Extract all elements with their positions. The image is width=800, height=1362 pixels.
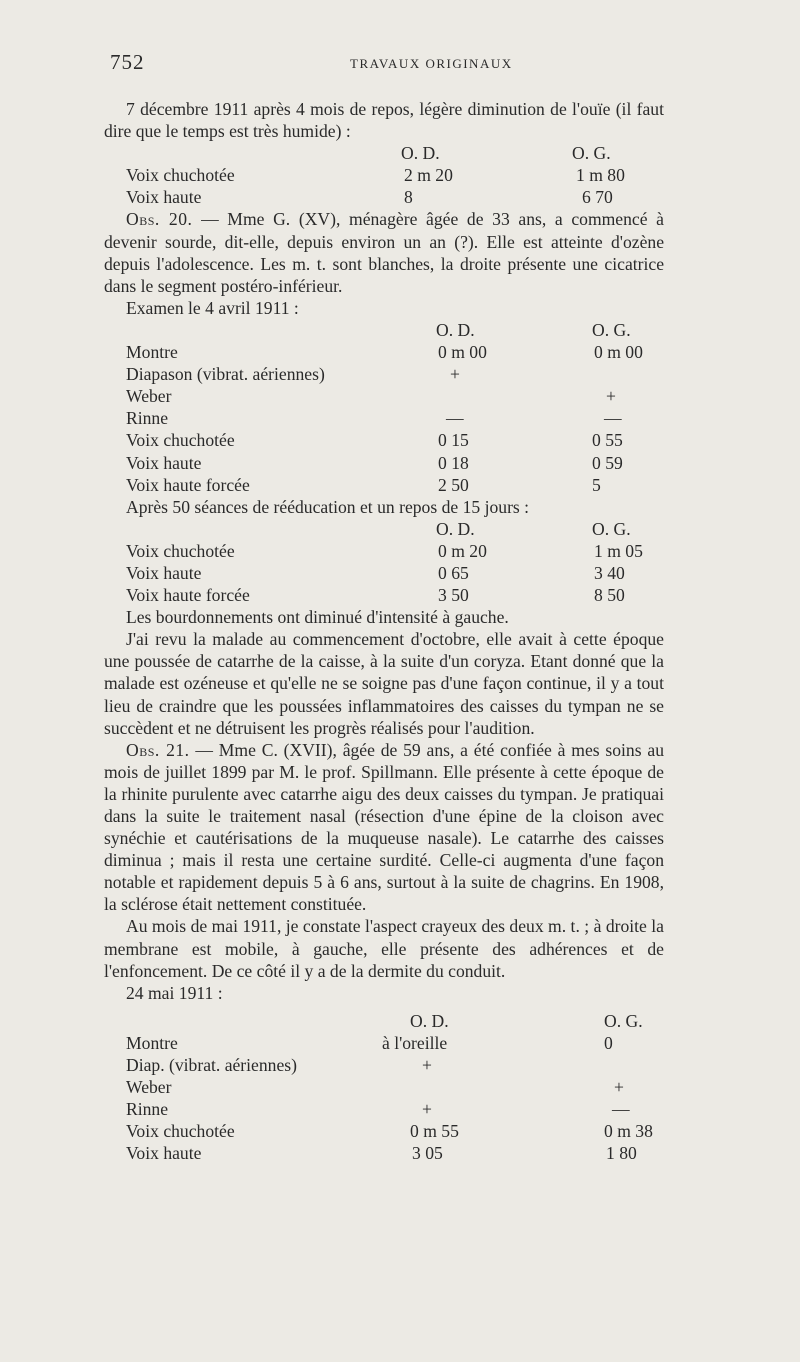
row-label: Voix haute: [126, 187, 202, 208]
cell-og: —: [612, 1099, 630, 1120]
row-label: Diapason (vibrat. aériennes): [126, 364, 325, 385]
running-head: TRAVAUX ORIGINAUX: [350, 56, 513, 71]
table-header: [104, 319, 664, 341]
table-row: [104, 474, 664, 496]
row-label: Rinne: [126, 1099, 169, 1120]
cell-od: 2 m 20: [404, 165, 453, 186]
row-label: Weber: [126, 1077, 172, 1098]
row-label: Voix haute: [126, 562, 202, 583]
table-header: [104, 142, 664, 164]
observation-20: [104, 208, 664, 296]
cell-od: +: [422, 1055, 432, 1076]
cell-od: 0 m 55: [410, 1121, 459, 1142]
cell-od: 0 15: [438, 430, 469, 451]
cell-og: 0 m 38: [604, 1121, 653, 1142]
cell-od: 3 05: [412, 1143, 443, 1164]
row-label: Voix chuchotée: [126, 1121, 235, 1142]
cell-od: 0 18: [438, 452, 469, 473]
table-row: [104, 540, 664, 562]
cell-og: —: [604, 408, 622, 429]
hearing-table-3: [104, 518, 664, 606]
paragraph-apres: Après 50 séances de rééducation et un repos de 15 jours :: [126, 496, 530, 517]
cell-og: 1 m 05: [594, 540, 643, 561]
col-od: O. D.: [410, 1010, 449, 1031]
cell-og: 0 55: [592, 430, 623, 451]
hearing-table-4: [104, 1010, 664, 1165]
hearing-table-2: [104, 319, 664, 496]
cell-od: à l'oreille: [382, 1032, 448, 1053]
col-od: O. D.: [436, 319, 475, 340]
col-og: O. G.: [604, 1010, 643, 1031]
table-row: [104, 186, 664, 208]
page-header: [110, 50, 690, 74]
col-og: O. G.: [592, 518, 631, 539]
table-row: [104, 341, 664, 363]
table-row: [104, 562, 664, 584]
table-row: [104, 1032, 664, 1054]
cell-od: +: [422, 1099, 432, 1120]
table-row: [104, 1076, 664, 1098]
row-label: Voix haute: [126, 452, 202, 473]
table-row: [104, 1120, 664, 1142]
row-label: Diap. (vibrat. aériennes): [126, 1055, 297, 1076]
cell-od: 8: [404, 187, 413, 208]
hearing-table-1: [104, 142, 664, 208]
obs-text: — Mme G. (XV), ménagère âgée de 33 ans, a commencé à devenir sourde, dit-elle, depuis environ un an (?). Elle est atteinte d'ozène depuis l'adolescence. Les m. t. sont blanches, la droite présente une cicatrice dans le segment postéro-inférieur.: [104, 209, 664, 296]
row-label: Rinne: [126, 408, 169, 429]
obs-label: Obs. 20.: [126, 209, 193, 230]
cell-od: 0 m 00: [438, 342, 487, 363]
cell-og: 0 m 00: [594, 342, 643, 363]
table-row: [104, 1054, 664, 1076]
row-label: Voix chuchotée: [126, 430, 235, 451]
col-od: O. D.: [436, 518, 475, 539]
cell-og: 1 m 80: [576, 165, 625, 186]
col-od: O. D.: [401, 143, 440, 164]
col-og: O. G.: [592, 319, 631, 340]
paragraph-bourdonnements: Les bourdonnements ont diminué d'intensité à gauche.: [126, 607, 509, 628]
cell-od: +: [450, 364, 460, 385]
table-row: [104, 452, 664, 474]
row-label: Voix haute forcée: [126, 474, 250, 495]
row-label: Voix haute forcée: [126, 585, 250, 606]
cell-od: 0 m 20: [438, 540, 487, 561]
observation-21: [104, 739, 664, 916]
table-header: [104, 518, 664, 540]
row-label: Voix chuchotée: [126, 165, 235, 186]
cell-od: 0 65: [438, 562, 469, 583]
page-body: [104, 98, 664, 1165]
row-label: Weber: [126, 386, 172, 407]
cell-og: 1 80: [606, 1143, 637, 1164]
cell-od: —: [446, 408, 464, 429]
exam-date-1: Examen le 4 avril 1911 :: [126, 297, 299, 318]
col-og: O. G.: [572, 143, 611, 164]
table-row: [104, 385, 664, 407]
paragraph-revu: J'ai revu la malade au commencement d'octobre, elle avait à cette époque une poussée de catarrhe de la caisse, à la suite d'un coryza. Etant donné que la malade est ozéneuse et qu'elle ne se soigne pas d'une façon continue, il y a tout lieu de craindre que les poussées inflammatoires des caisses du tympan ne se succèdent et ne détruisent les progrès réalisés pour l'audition.: [104, 629, 664, 738]
cell-og: 5: [592, 474, 601, 495]
obs-text: — Mme C. (XVII), âgée de 59 ans, a été confiée à mes soins au mois de juillet 1899 par M. le prof. Spillmann. Elle présente à cette époque de la rhinite purulente avec catarrhe aigu des deux caisses du tympan. Je pratiquai dans la suite le traitement nasal (résection d'une épine de la cloison avec synéchie et cautérisations de la muqueuse nasale). Le catarrhe des caisses diminua ; mais il resta une certaine surdité. Celle-ci augmenta d'une façon notable et rapidement depuis 5 à 6 ans, surtout à la suite de chagrins. En 1908, la sclérose était nettement constituée.: [104, 739, 664, 915]
page-number: 752: [110, 50, 145, 74]
row-label: Montre: [126, 342, 178, 363]
cell-og: 0 59: [592, 452, 623, 473]
cell-og: 6 70: [582, 187, 613, 208]
table-header: [104, 1010, 664, 1032]
paragraph-mai: Au mois de mai 1911, je constate l'aspect crayeux des deux m. t. ; à droite la membrane est mobile, à gauche, elle présente des adhérences et de l'enfoncement. De ce côté il y a de la dermite du conduit.: [104, 916, 664, 981]
table-row: [104, 164, 664, 186]
table-row: [104, 363, 664, 385]
obs-label: Obs. 21.: [126, 739, 190, 760]
cell-od: 3 50: [438, 585, 469, 606]
cell-og: 0: [604, 1032, 613, 1053]
table-row: [104, 1098, 664, 1120]
cell-og: +: [606, 386, 616, 407]
table-row: [104, 584, 664, 606]
row-label: Voix chuchotée: [126, 540, 235, 561]
table-row: [104, 1142, 664, 1164]
row-label: Voix haute: [126, 1143, 202, 1164]
table-row: [104, 407, 664, 429]
exam-date-2: 24 mai 1911 :: [126, 982, 223, 1003]
row-label: Montre: [126, 1032, 178, 1053]
cell-od: 2 50: [438, 474, 469, 495]
cell-og: 3 40: [594, 562, 625, 583]
paragraph-december: 7 décembre 1911 après 4 mois de repos, légère diminution de l'ouïe (il faut dire que le temps est très humide) :: [104, 99, 664, 142]
cell-og: +: [614, 1077, 624, 1098]
cell-og: 8 50: [594, 585, 625, 606]
table-row: [104, 429, 664, 451]
